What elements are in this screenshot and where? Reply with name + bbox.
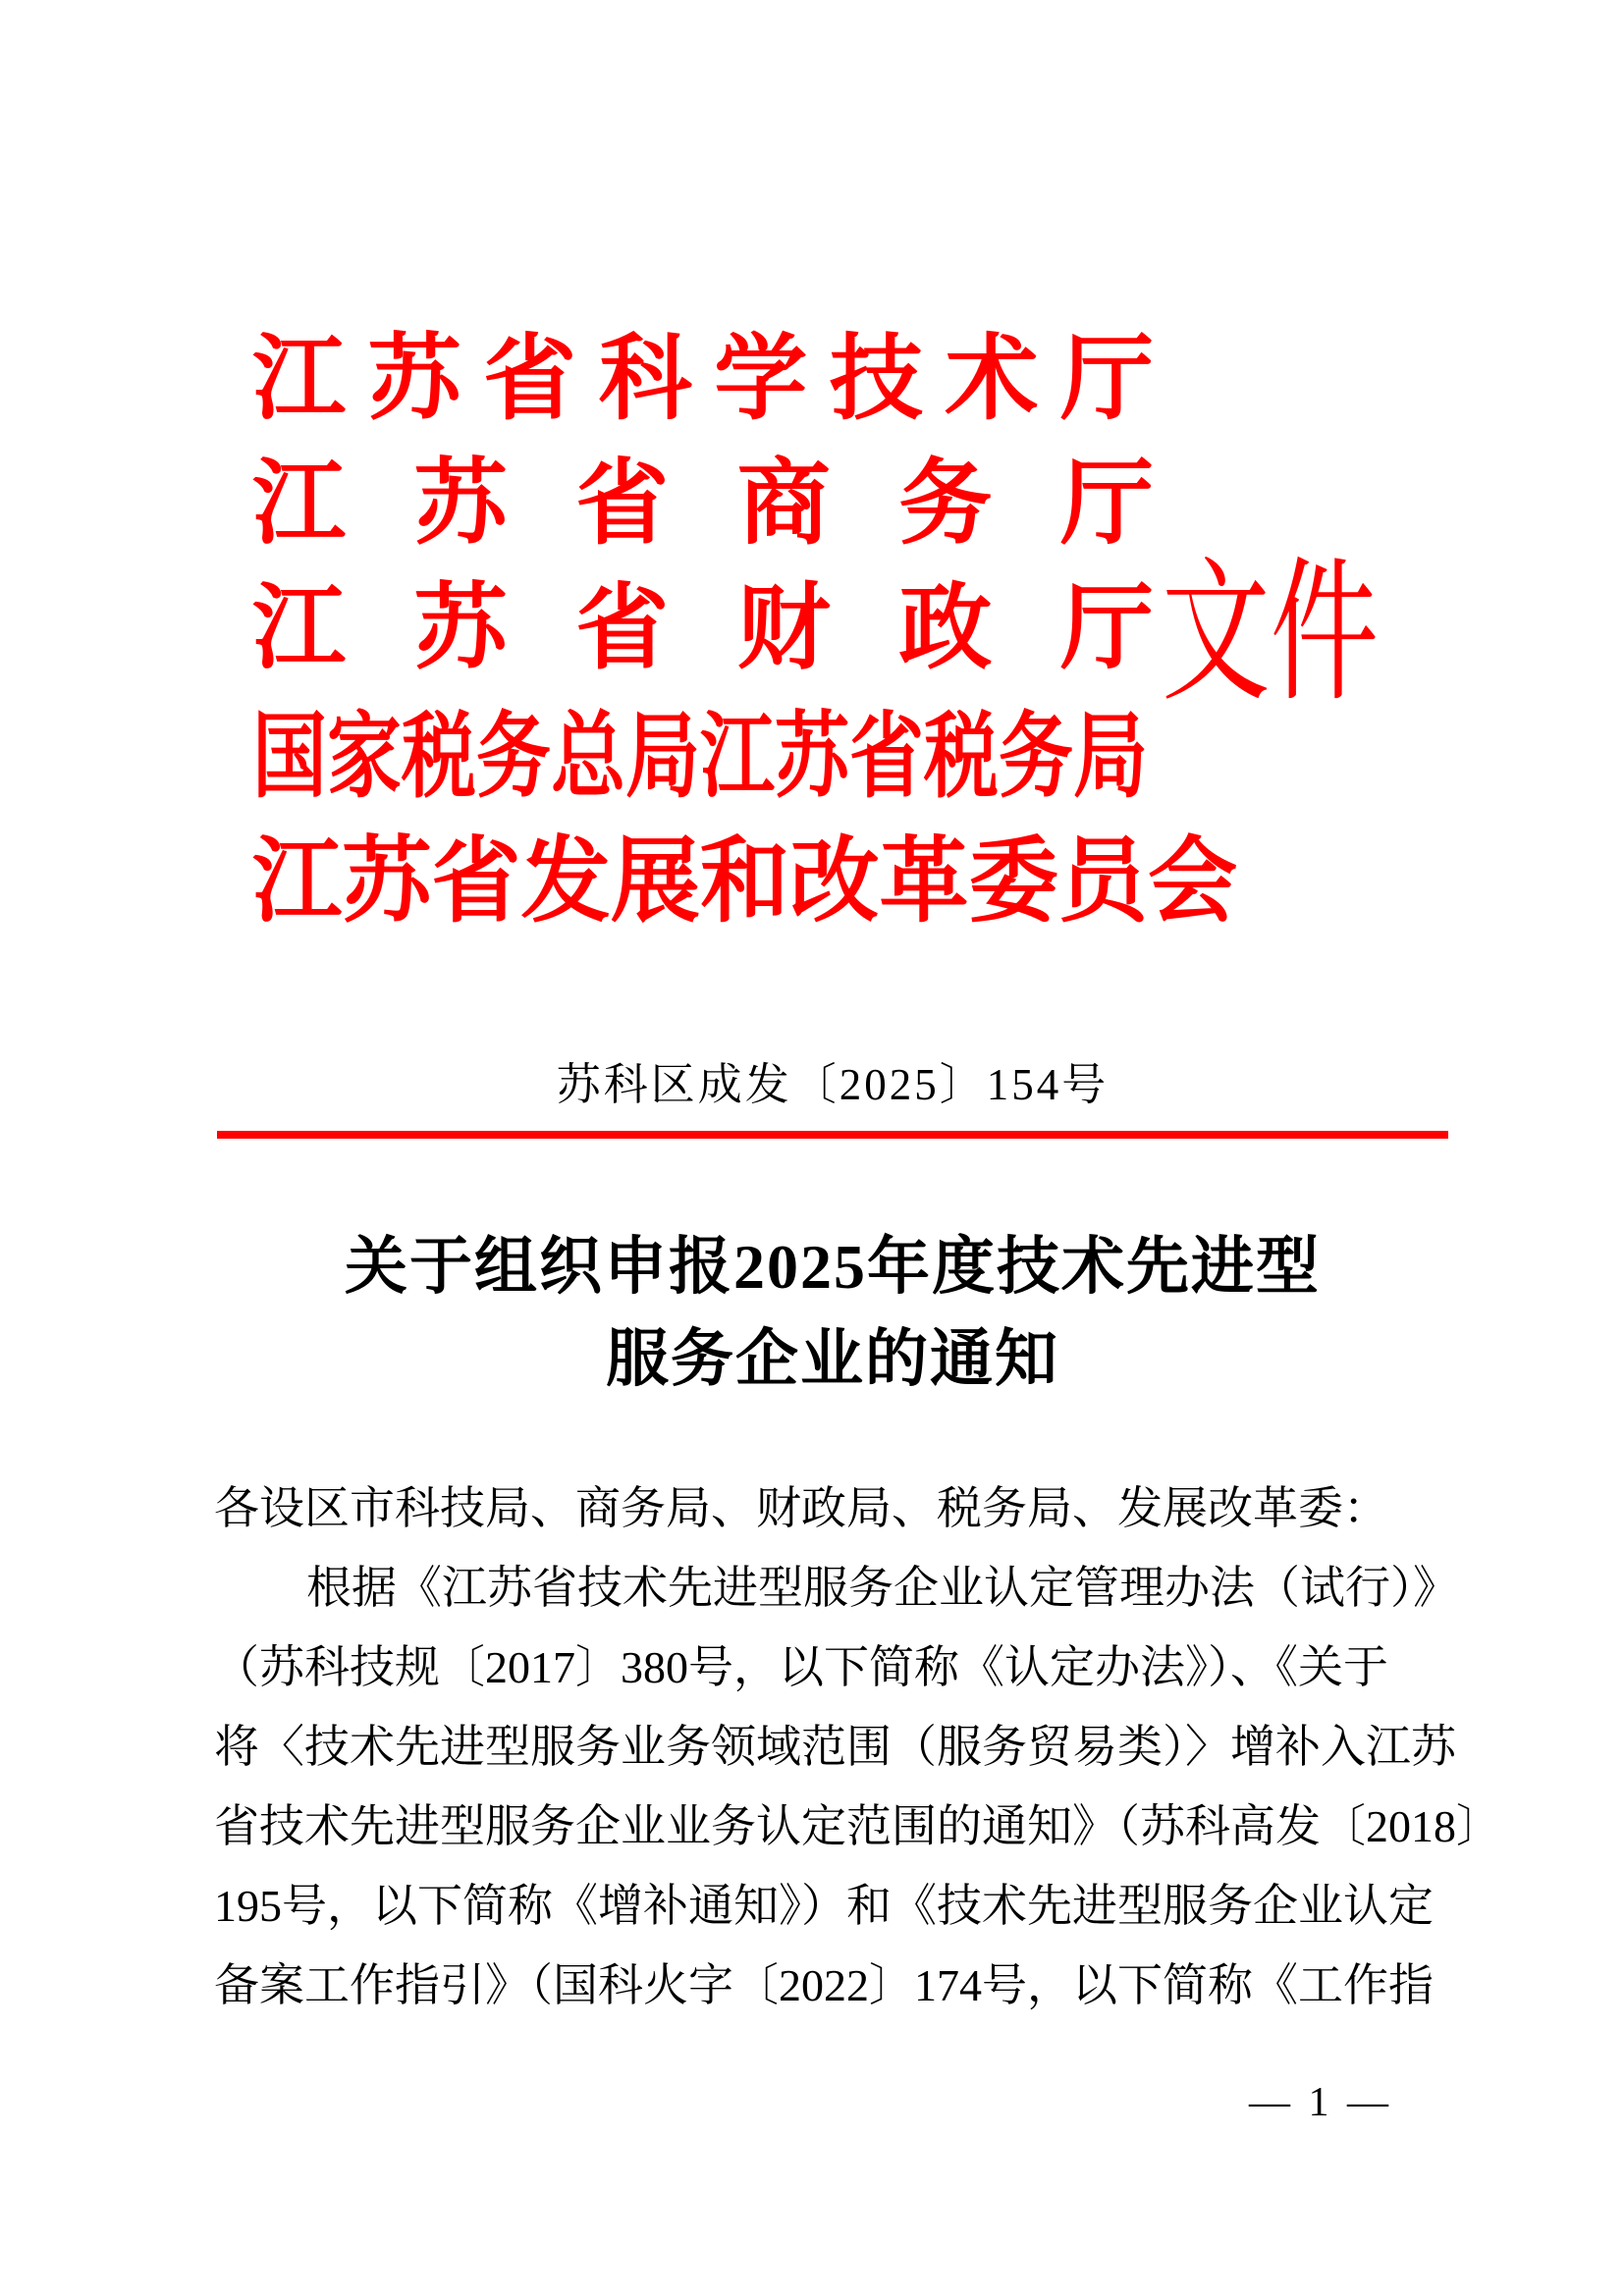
- body-paragraph-line: 备案工作指引》（国科火字〔2022〕174号，以下简称《工作指: [214, 1960, 1434, 2010]
- body-paragraph-line: 省技术先进型服务企业业务认定范围的通知》（苏科高发〔2018〕: [214, 1801, 1501, 1851]
- doc-title-line2: 服务企业的通知: [606, 1324, 1059, 1394]
- letterhead-agency-tax-label: 国家税务总局江苏省税务局: [252, 705, 1149, 809]
- doc-body: [214, 1468, 1501, 2025]
- red-separator-rule: [217, 1131, 1448, 1139]
- body-paragraph-line: （苏科技规〔2017〕380号，以下简称《认定办法》）、《关于: [214, 1642, 1388, 1692]
- doc-title-line1: 关于组织申报2025年度技术先进型: [345, 1232, 1321, 1302]
- page-number: — 1 —: [1249, 2080, 1392, 2125]
- body-salutation: 各设区市科技局、商务局、财政局、税务局、发展改革委：: [214, 1483, 1388, 1533]
- body-paragraph-line: 根据《江苏省技术先进型服务企业认定管理办法（试行）》: [306, 1563, 1458, 1613]
- letterhead-agency-tax: [252, 705, 1154, 809]
- doc-reference-number: 苏科区成发〔2025〕154号: [556, 1060, 1110, 1109]
- letterhead-agency-finance: 江苏省财政厅: [252, 576, 1154, 680]
- letterhead-agency-science-tech: 江苏省科学技术厅: [252, 327, 1154, 431]
- body-paragraph-line: 195号，以下简称《增补通知》）和《技术先进型服务企业认定: [214, 1881, 1434, 1931]
- doc-title: [217, 1221, 1448, 1406]
- letterhead-agency-drc: [252, 829, 1238, 934]
- letterhead-agency-drc-label: 江苏省发展和改革委员会: [252, 829, 1238, 934]
- body-paragraph-line: 将〈技术先进型服务业务领域范围（服务贸易类）〉增补入江苏: [214, 1722, 1456, 1772]
- letterhead-agency-commerce: 江苏省商务厅: [252, 452, 1154, 556]
- letterhead-document-label: 文件: [1162, 549, 1380, 721]
